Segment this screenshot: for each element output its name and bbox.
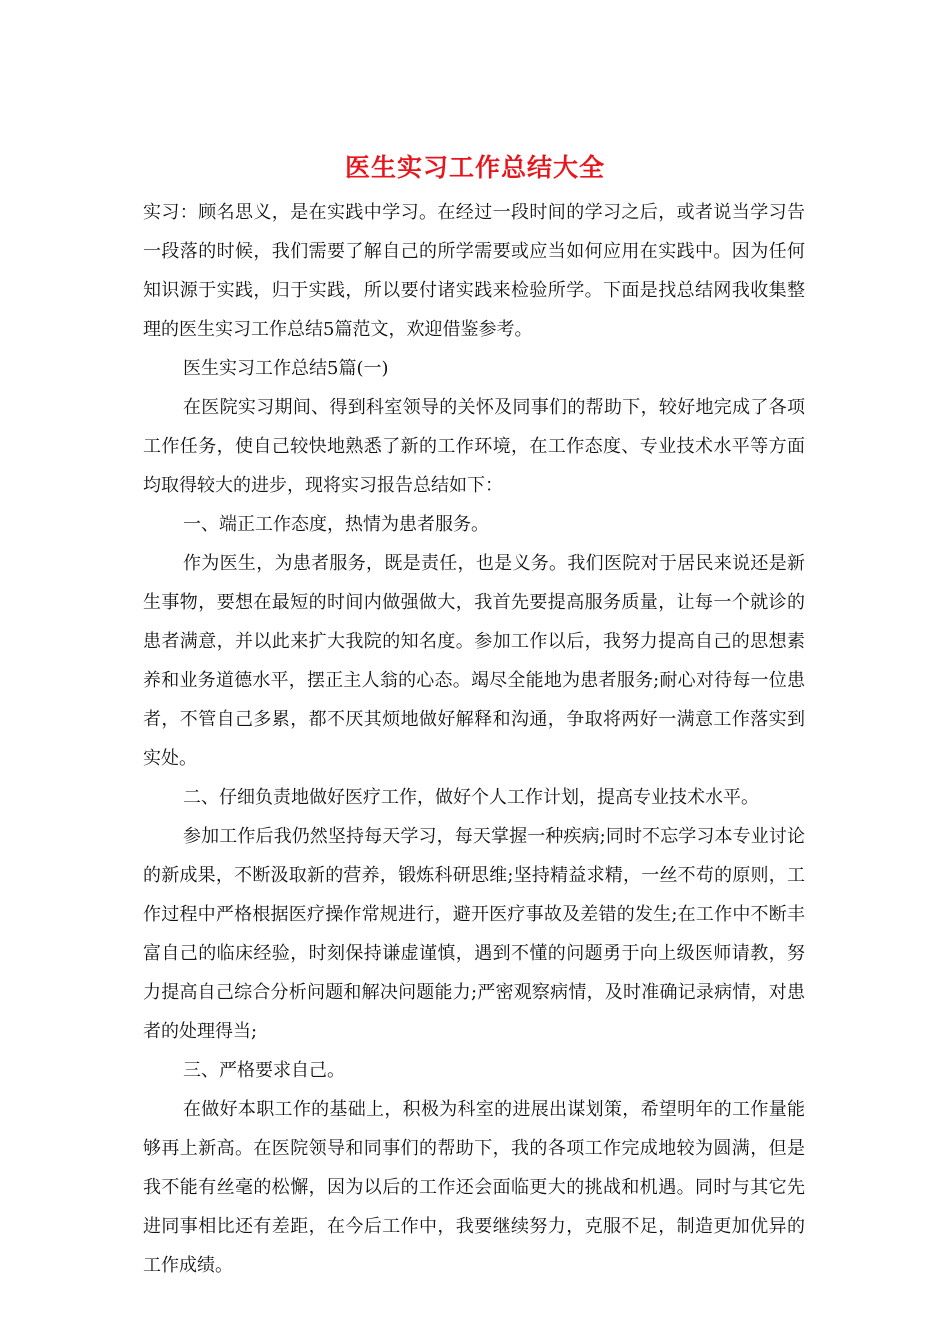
subsection-heading: 三、严格要求自己。: [183, 1060, 345, 1081]
intro-paragraph: 实习：顾名思义，是在实践中学习。在经过一段时间的学习之后，或者说当学习告一段落的时候，我们需要了解自己的所学需要或应当如何应用在实践中。因为任何知识源于实践，归于实践，所以要付诸实践来检验所学。下面是找总结网我收集整理的医生实习工作总结5篇范文，欢迎借鉴参考。: [143, 202, 805, 340]
document-body: [143, 193, 805, 1285]
subsection-heading: 一、端正工作态度，热情为患者服务。: [183, 514, 489, 535]
subsection-heading: 二、仔细负责地做好医疗工作，做好个人工作计划，提高专业技术水平。: [183, 787, 759, 808]
section-heading: 医生实习工作总结5篇(一): [183, 358, 389, 379]
body-paragraph: 作为医生，为患者服务，既是责任，也是义务。我们医院对于居民来说还是新生事物，要想在最短的时间内做强做大，我首先要提高服务质量，让每一个就诊的患者满意，并以此来扩大我院的知名度。参加工作以后，我努力提高自己的思想素养和业务道德水平，摆正主人翁的心态。竭尽全能地为患者服务;耐心对待每一位患者，不管自己多累，都不厌其烦地做好解释和沟通，争取将两好一满意工作落实到实处。: [143, 553, 805, 769]
body-paragraph: 在做好本职工作的基础上，积极为科室的进展出谋划策，希望明年的工作量能够再上新高。在医院领导和同事们的帮助下，我的各项工作完成地较为圆满，但是我不能有丝毫的松懈，因为以后的工作还会面临更大的挑战和机遇。同时与其它先进同事相比还有差距，在今后工作中，我要继续努力，克服不足，制造更加优异的工作成绩。: [143, 1099, 805, 1276]
body-paragraph: 在医院实习期间、得到科室领导的关怀及同事们的帮助下，较好地完成了各项工作任务，使自己较快地熟悉了新的工作环境，在工作态度、专业技术水平等方面均取得较大的进步，现将实习报告总结如下：: [143, 397, 805, 496]
document-title: 医生实习工作总结大全: [344, 153, 605, 182]
body-paragraph: 参加工作后我仍然坚持每天学习，每天掌握一种疾病;同时不忘学习本专业讨论的新成果，不断汲取新的营养，锻炼科研思维;坚持精益求精，一丝不苟的原则，工作过程中严格根据医疗操作常规进行，避开医疗事故及差错的发生;在工作中不断丰富自己的临床经验，时刻保持谦虚谨慎，遇到不懂的问题勇于向上级医师请教，努力提高自己综合分析问题和解决问题能力;严密观察病情，及时准确记录病情，对患者的处理得当;: [143, 826, 805, 1042]
